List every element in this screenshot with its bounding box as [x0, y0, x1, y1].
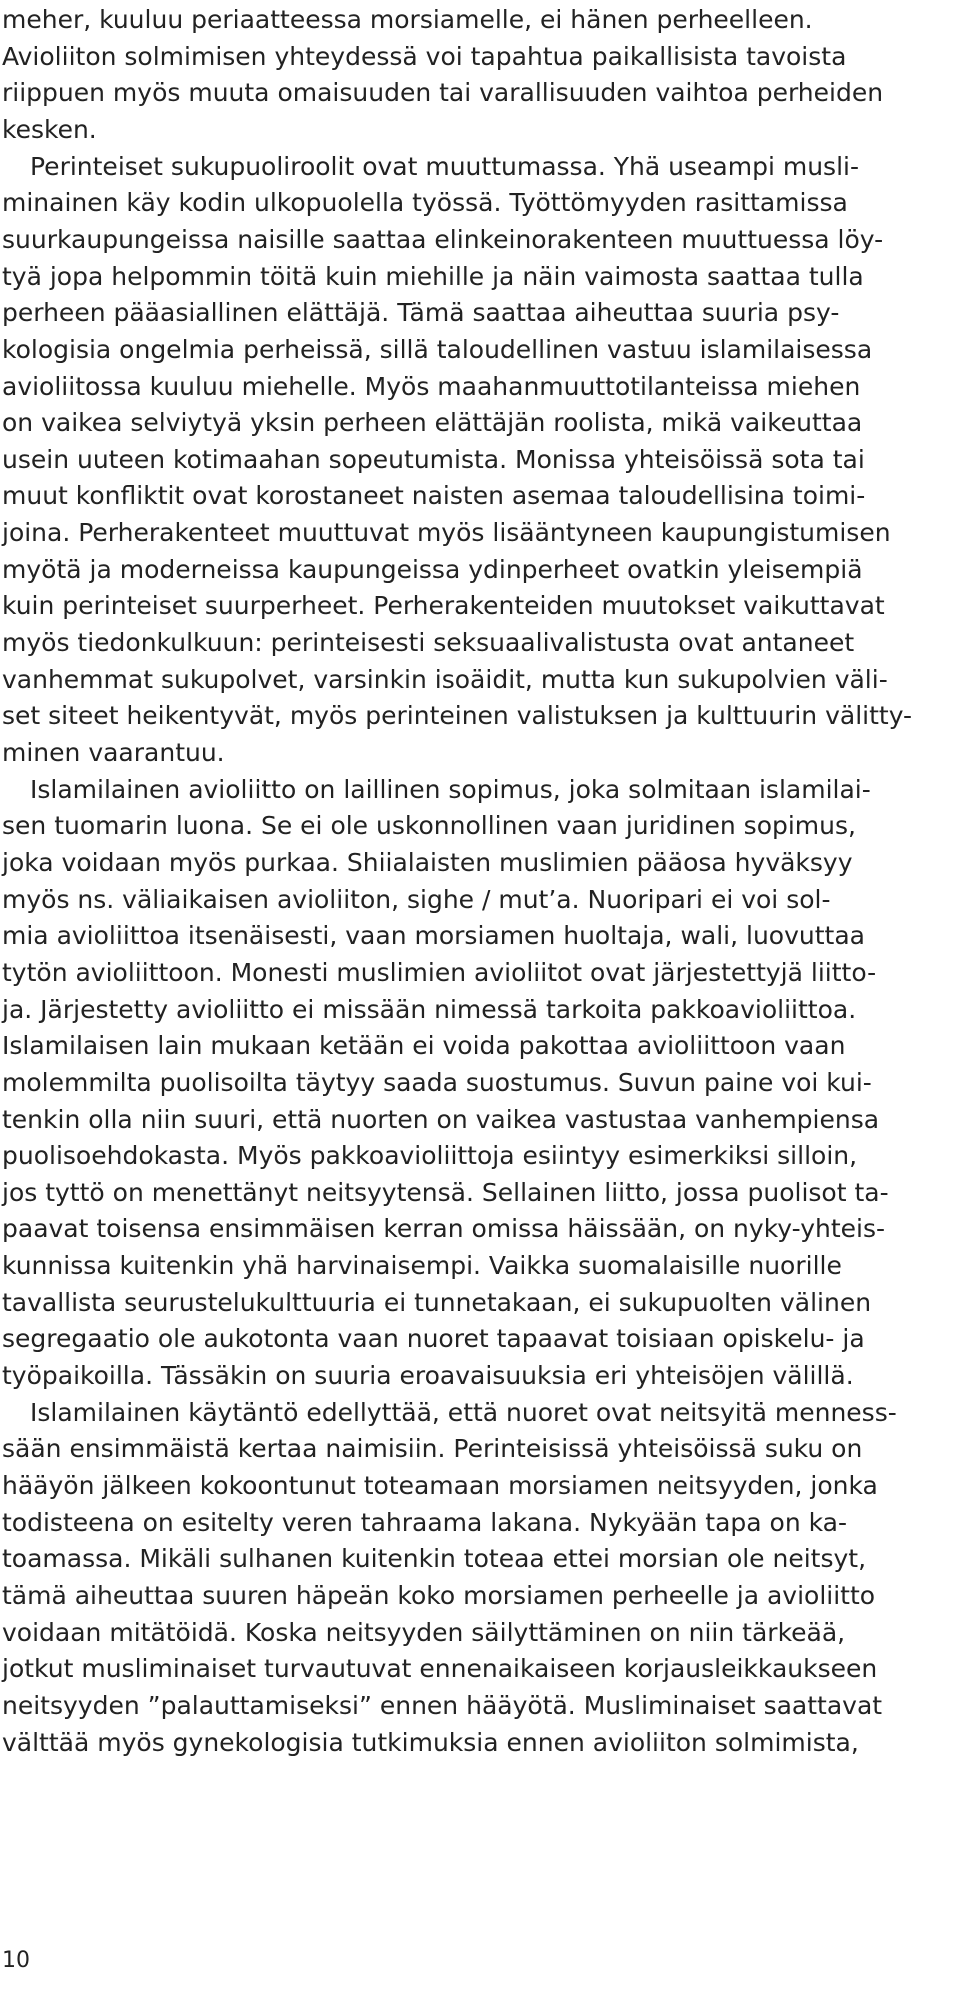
text-line: myös tiedonkulkuun: perinteisesti seksuaalivalistusta ovat antaneet — [2, 628, 855, 658]
text-line: sään ensimmäistä kertaa naimisiin. Perinteisissä yhteisöissä suku on — [2, 1434, 863, 1464]
text-line: työpaikoilla. Tässäkin on suuria eroavaisuuksia eri yhteisöjen välillä. — [2, 1361, 854, 1391]
text-line: Avioliiton solmimisen yhteydessä voi tapahtua paikallisista tavoista — [2, 41, 847, 71]
text-line: muut konfliktit ovat korostaneet naisten asemaa taloudellisina toimi- — [2, 481, 866, 511]
text-line: tämä aiheuttaa suuren häpeän koko morsiamen perheelle ja avioliitto — [2, 1580, 876, 1610]
text-line: toamassa. Mikäli sulhanen kuitenkin toteaa ettei morsian ole neitsyt, — [2, 1544, 867, 1574]
text-line: mia avioliittoa itsenäisesti, vaan morsiamen huoltaja, wali, luovuttaa — [2, 921, 865, 951]
text-line: tenkin olla niin suuri, että nuorten on vaikea vastustaa vanhempiensa — [2, 1104, 880, 1134]
text-line: jos tyttö on menettänyt neitsyytensä. Sellainen liitto, jossa puolisot ta- — [2, 1177, 889, 1207]
text-line: ja. Järjestetty avioliitto ei missään nimessä tarkoita pakkoavioliittoa. — [2, 994, 857, 1024]
text-line: paavat toisensa ensimmäisen kerran omissa häissään, on nyky-yhteis- — [2, 1214, 886, 1244]
text-line: Islamilaisen lain mukaan ketään ei voida pakottaa avioliittoon vaan — [2, 1031, 846, 1061]
text-line: voidaan mitätöidä. Koska neitsyyden säilyttäminen on niin tärkeää, — [2, 1617, 846, 1647]
text-line: jotkut musliminaiset turvautuvat ennenaikaiseen korjausleikkaukseen — [2, 1654, 878, 1684]
text-line: kunnissa kuitenkin yhä harvinaisempi. Vaikka suomalaisille nuorille — [2, 1251, 842, 1281]
text-line: on vaikea selviytyä yksin perheen elättäjän roolista, mikä vaikeuttaa — [2, 408, 863, 438]
text-line: neitsyyden ”palauttamiseksi” ennen hääyötä. Musliminaiset saattavat — [2, 1690, 883, 1720]
text-line: sen tuomarin luona. Se ei ole uskonnollinen vaan juridinen sopimus, — [2, 811, 856, 841]
text-line: meher, kuuluu periaatteessa morsiamelle, ei hänen perheelleen. — [2, 5, 813, 34]
text-line: Islamilainen käytäntö edellyttää, että nuoret ovat neitsyitä menness- — [30, 1397, 897, 1427]
text-line: kuin perinteiset suurperheet. Perherakenteiden muutokset vaikuttavat — [2, 591, 885, 621]
text-line: riippuen myös muuta omaisuuden tai varallisuuden vaihtoa perheiden — [2, 78, 884, 108]
text-line: tytön avioliittoon. Monesti muslimien avioliitot ovat järjestettyjä liitto- — [2, 957, 877, 987]
text-line: välttää myös gynekologisia tutkimuksia ennen avioliiton solmimista, — [2, 1727, 859, 1757]
text-line: puolisoehdokasta. Myös pakkoavioliittoja esiintyy esimerkiksi silloin, — [2, 1141, 858, 1171]
text-line: avioliitossa kuuluu miehelle. Myös maahanmuuttotilanteissa miehen — [2, 371, 861, 401]
text-line: molemmilta puolisoilta täytyy saada suostumus. Suvun paine voi kui- — [2, 1067, 872, 1097]
text-line: myös ns. väliaikaisen avioliiton, sighe / mut’a. Nuoripari ei voi sol- — [2, 884, 831, 914]
text-line: segregaatio ole aukotonta vaan nuoret tapaavat toisiaan opiskelu- ja — [2, 1324, 865, 1354]
text-line: kesken. — [2, 114, 97, 144]
text-line: joka voidaan myös purkaa. Shiialaisten muslimien pääosa hyväksyy — [2, 847, 853, 877]
text-line: Perinteiset sukupuoliroolit ovat muuttumassa. Yhä useampi musli- — [30, 151, 859, 181]
text-line: perheen pääasiallinen elättäjä. Tämä saattaa aiheuttaa suuria psy- — [2, 298, 840, 328]
text-line: todisteena on esitelty veren tahraama lakana. Nykyään tapa on ka- — [2, 1507, 848, 1537]
text-line: minen vaarantuu. — [2, 738, 225, 767]
text-line: vanhemmat sukupolvet, varsinkin isoäidit, mutta kun sukupolvien väli- — [2, 664, 888, 694]
text-line: Islamilainen avioliitto on laillinen sopimus, joka solmitaan islamilai- — [30, 774, 871, 804]
text-line: tyä jopa helpommin töitä kuin miehille ja näin vaimosta saattaa tulla — [2, 261, 864, 291]
text-line: joina. Perherakenteet muuttuvat myös lisääntyneen kaupungistumisen — [2, 518, 891, 548]
text-line: usein uuteen kotimaahan sopeutumista. Monissa yhteisöissä sota tai — [2, 444, 865, 474]
text-line: hääyön jälkeen kokoontunut toteamaan morsiamen neitsyyden, jonka — [2, 1471, 878, 1500]
text-line: minainen käy kodin ulkopuolella työssä. Työttömyyden rasittamissa — [2, 188, 848, 218]
text-line: suurkaupungeissa naisille saattaa elinkeinorakenteen muuttuessa löy- — [2, 224, 884, 254]
text-line: myötä ja moderneissa kaupungeissa ydinperheet ovatkin yleisempiä — [2, 554, 863, 584]
page-number: 10 — [2, 1948, 30, 1973]
text-line: set siteet heikentyvät, myös perinteinen valistuksen ja kulttuurin välitty- — [2, 701, 913, 731]
text-line: kologisia ongelmia perheissä, sillä taloudellinen vastuu islamilaisessa — [2, 334, 873, 364]
text-line: tavallista seurustelukulttuuria ei tunnetakaan, ei sukupuolten välinen — [2, 1287, 872, 1317]
